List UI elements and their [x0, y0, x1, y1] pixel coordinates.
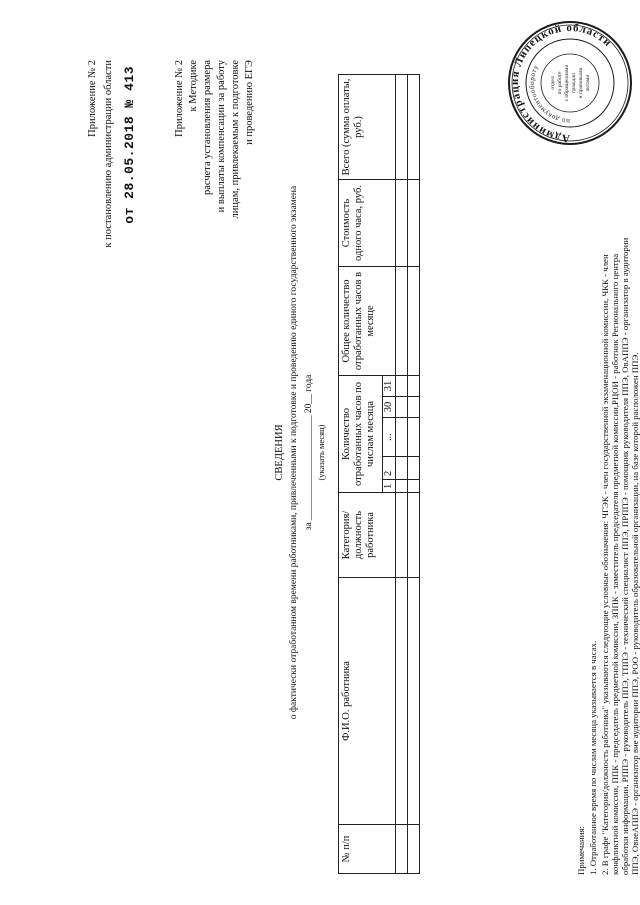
table-cell — [408, 480, 420, 493]
methodology-line: расчета установления размера — [202, 60, 213, 195]
methodology-line: Приложение № 2 — [174, 60, 185, 137]
table-cell — [396, 457, 408, 480]
official-seal — [505, 18, 635, 148]
seal-center-line: отдел — [550, 76, 556, 90]
table-cell — [396, 376, 408, 397]
seal-center-line: актами — [585, 74, 591, 92]
table-cell — [408, 376, 420, 397]
table-cell — [396, 480, 408, 493]
seal-center-line: по работе — [557, 71, 563, 95]
appendix-title: Приложение № 2 — [87, 60, 98, 137]
methodology-line: и проведению ЕГЭ — [244, 60, 255, 145]
methodology-line: к Методике — [188, 60, 199, 112]
methodology-line: лицам, привлекаемым к подготовке — [230, 60, 241, 219]
day-col-header: ... — [383, 418, 396, 457]
table-cell — [408, 457, 420, 480]
period-blank: ______________________ — [304, 415, 314, 521]
day-col-header: 2 — [383, 457, 396, 480]
table-cell — [408, 267, 420, 376]
day-col-header: 1 — [383, 480, 396, 493]
table-cell — [396, 493, 408, 578]
reporting-period — [304, 0, 314, 905]
table-row — [408, 75, 420, 874]
seal-inner-text: по документообороту — [527, 63, 571, 126]
note-line: 2. В графе "Категория/должность работника" указываются следующие условные обозначения: ЧГЭК - член государственной экзаменационной комиссии, ЧКК - член — [600, 254, 610, 875]
col-category-header: Категория/ должность работника — [339, 493, 396, 578]
table-cell — [396, 397, 408, 418]
day-col-header: 31 — [383, 376, 396, 397]
seal-center-line: граждан — [571, 73, 577, 93]
col-rate-header: Стоимость одного часа, руб. — [339, 180, 396, 267]
col-hours-group-header: Количество отработанных часов по числам месяца — [339, 376, 383, 493]
hours-table — [338, 74, 420, 874]
seal-center-line: с обращениями — [564, 64, 570, 102]
table-cell — [396, 180, 408, 267]
note-line: ППЭ, ОвнеАППЭ - организатор вне аудитории ППЭ, РОО - руководитель образовательной организации, на базе которой расположен ППЭ. — [630, 352, 640, 875]
note-line: 1. Отработанное время по числам месяца указывается в часах. — [588, 640, 598, 875]
col-number-header: № п/п — [339, 825, 396, 874]
table-cell — [396, 825, 408, 874]
period-hint: (указать месяц) — [316, 424, 326, 481]
col-name-header: Ф.И.О. работника — [339, 578, 396, 825]
methodology-line: и выплаты компенсации за работу — [216, 60, 227, 213]
table-cell — [396, 578, 408, 825]
table-cell — [408, 418, 420, 457]
table-cell — [408, 75, 420, 180]
seal-center-line: и правовыми — [578, 67, 584, 99]
table-cell — [408, 825, 420, 874]
document-heading: СВЕДЕНИЯ — [274, 424, 285, 481]
note-line: конфликтной комиссии, ППК - председатель предметной комиссии, ЗППК - заместитель председателя предметной комиссии,РЦОИ - работник Регионального центра — [610, 253, 620, 875]
seal-outer-text: Администрация Липецкой области — [508, 21, 615, 145]
period-prefix: за — [304, 522, 314, 531]
col-sum-header: Всего (сумма оплаты, руб.) — [339, 75, 396, 180]
table-cell — [396, 75, 408, 180]
notes-label: Примечания: — [576, 826, 586, 875]
note-line: обработки информации, РППЭ - руководитель ППЭ, ТППЭ - технический специалист ППЭ, ПРППЭ - помощник руководителя ППЭ, ОвАППЭ - организатор в аудитории — [620, 237, 630, 875]
resolution-reference: к постановлению администрации области — [103, 60, 114, 248]
table-cell — [408, 180, 420, 267]
period-year: 20__ года — [304, 374, 314, 414]
document-subtitle: о фактически отработанном времени работниками, привлеченными к подготовке и проведению единого государственного экзамена — [289, 185, 299, 720]
table-header-row — [339, 75, 383, 874]
table-cell — [396, 418, 408, 457]
table-cell — [408, 493, 420, 578]
table-cell — [408, 578, 420, 825]
table-row — [396, 75, 408, 874]
table-cell — [408, 397, 420, 418]
table-cell — [396, 267, 408, 376]
day-col-header: 30 — [383, 397, 396, 418]
resolution-date-number: от 28.05.2018 № 413 — [122, 66, 137, 224]
col-total-hours-header: Общее количество отработанных часов в месяце — [339, 267, 396, 376]
